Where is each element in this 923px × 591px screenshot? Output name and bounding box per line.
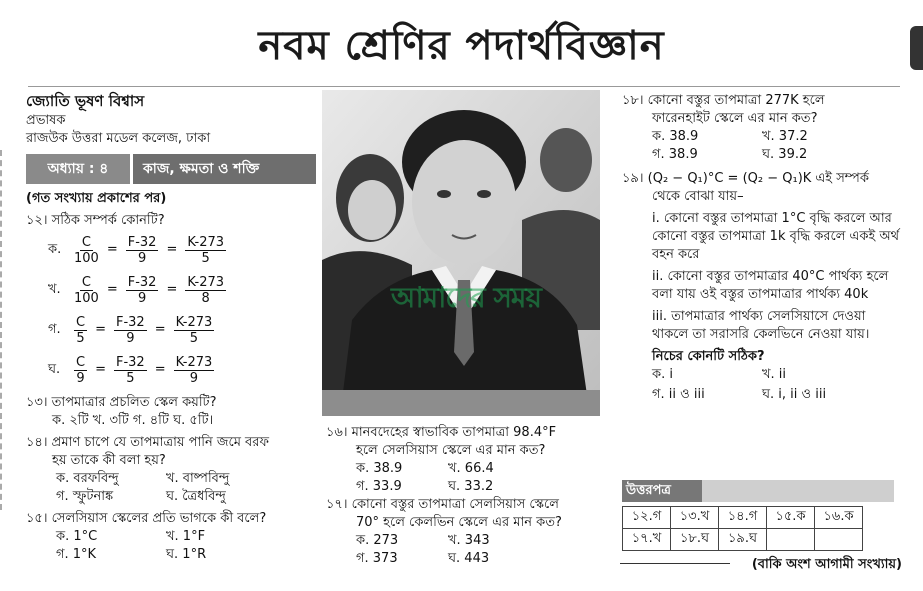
question-16-line1: ১৬। মানবদেহের স্বাভাবিক তাপমাত্রা 98.4°F: [326, 425, 557, 440]
student-photo-illustration: [322, 90, 600, 416]
equals-sign: =: [154, 362, 166, 377]
question-12: ১২। সঠিক সম্পর্ক কোনটি?: [26, 213, 165, 228]
option: গ. 33.9: [356, 479, 402, 494]
fraction: [114, 315, 147, 346]
question-14-line2: হয় তাকে কী বলা হয়?: [52, 453, 166, 468]
option: গ. ii ও iii: [652, 387, 705, 402]
chapter-number: অধ্যায় : ৪: [26, 154, 130, 184]
option: ঘ. ত্রৈধবিন্দু: [166, 489, 226, 504]
numerator: K-273: [175, 354, 213, 370]
chapter-banner: [26, 154, 316, 184]
numerator: C: [81, 234, 91, 250]
equals-sign: =: [106, 282, 118, 297]
author-designation: প্রভাষক: [26, 113, 66, 128]
option: গ. 38.9: [652, 147, 698, 162]
chapter-name: কাজ, ক্ষমতা ও শক্তি: [133, 154, 316, 184]
option: ঘ. 443: [448, 551, 490, 566]
fraction-option: [26, 230, 316, 270]
numerator: F-32: [127, 234, 157, 250]
option: ঘ. i, ii ও iii: [762, 387, 827, 402]
option: ঘ. 1°R: [166, 547, 207, 562]
answer-cell: ১২.গ: [623, 507, 671, 529]
edge-tab: [910, 26, 923, 70]
answer-cell: ১৪.গ: [719, 507, 767, 529]
answer-table: [622, 506, 863, 551]
statement-ii: ii. কোনো বস্তুর তাপমাত্রার 40°C পার্থক্য হলে বলা যায় ওই বস্তুর তাপমাত্রার পার্থক্য 40k: [652, 269, 889, 302]
fraction: [126, 235, 159, 266]
denominator: 8: [201, 290, 210, 306]
option: ক. 38.9: [652, 129, 699, 144]
equals-sign: =: [166, 282, 178, 297]
fraction: [74, 235, 99, 266]
question-15-options: [26, 528, 316, 564]
denominator: 9: [137, 250, 147, 266]
question-19-line1: ১৯। (Q₂ − Q₁)°C = (Q₂ − Q₁)K এই সম্পর্ক: [622, 171, 869, 186]
answer-cell: [767, 529, 815, 551]
statement-iii: iii. তাপমাত্রার পার্থক্য সেলসিয়াসে দেওয়া থাকলে তা সরাসরি কেলভিনে নেওয়া যায়।: [652, 309, 870, 342]
denominator: 5: [189, 330, 199, 346]
question-17-line1: ১৭। কোনো বস্তুর তাপমাত্রা সেলসিয়াস স্কেলে: [326, 497, 559, 512]
option: ক. 273: [356, 533, 399, 548]
question-19-line2: থেকে বোঝা যায়–: [652, 189, 744, 204]
numerator: K-273: [187, 234, 225, 250]
option-label: ঘ.: [48, 362, 61, 377]
option: গ. 373: [356, 551, 398, 566]
question-12-options: [26, 230, 316, 390]
question-13: ১৩। তাপমাত্রার প্রচলিত স্কেল কয়টি?: [26, 395, 217, 410]
denominator: 5: [76, 330, 85, 346]
question-16-line2: হলে সেলসিয়াস স্কেলে এর মান কত?: [356, 443, 546, 458]
fraction: [185, 275, 226, 306]
equals-sign: =: [154, 322, 166, 337]
table-row: [623, 529, 863, 551]
fraction-option: [26, 310, 316, 350]
question-18-line2: ফারেনহাইট স্কেলে এর মান কত?: [652, 111, 818, 126]
numerator: K-273: [175, 314, 213, 330]
fraction: [174, 355, 215, 386]
question-14-options: [26, 470, 316, 506]
question-15: ১৫। সেলসিয়াস স্কেলের প্রতি ভাগকে কী বলে?: [26, 511, 267, 526]
option: খ. 37.2: [762, 129, 808, 144]
answer-sheet-title: উত্তরপত্র: [622, 480, 706, 502]
answer-sheet-header-bar: [702, 480, 894, 502]
answer-cell: ১৩.খ: [671, 507, 719, 529]
question-14-line1: ১৪। প্রমাণ চাপে যে তাপমাত্রায় পানি জমে বরফ: [26, 435, 269, 450]
option: ক. 38.9: [356, 461, 403, 476]
question-19-prompt: নিচের কোনটি সঠিক?: [652, 349, 765, 364]
statement-i: i. কোনো বস্তুর তাপমাত্রা 1°C বৃদ্ধি করলে আর কোনো বস্তুর তাপমাত্রা 1k বৃদ্ধি করলে একই অর্থ বহন করে: [652, 211, 900, 262]
question-16-options: [326, 460, 604, 496]
equals-sign: =: [166, 242, 178, 257]
answer-cell: ১৯.ঘ: [719, 529, 767, 551]
denominator: 9: [76, 370, 85, 386]
option: খ. 1°F: [166, 529, 206, 544]
continued-note: (গত সংখ্যায় প্রকাশের পর): [26, 191, 167, 206]
fraction: [114, 355, 147, 386]
title-divider: [28, 86, 900, 87]
numerator: C: [81, 274, 91, 290]
denominator: 100: [74, 250, 99, 266]
equals-sign: =: [106, 242, 118, 257]
fraction: [74, 315, 87, 346]
question-13-options: ক. ২টি খ. ৩টি গ. ৪টি ঘ. ৫টি।: [52, 413, 214, 428]
answer-cell: ১৬.ক: [815, 507, 863, 529]
option: গ. 1°K: [56, 547, 97, 562]
equals-sign: =: [95, 322, 106, 337]
column-left: [26, 92, 316, 564]
author-institution: রাজউক উত্তরা মডেল কলেজ, ঢাকা: [26, 131, 211, 146]
option-label: ক.: [48, 242, 62, 257]
column-right: [622, 92, 904, 404]
option: ক. i: [652, 367, 673, 382]
fraction: [74, 355, 87, 386]
answer-cell: ১৫.ক: [767, 507, 815, 529]
option-label: খ.: [48, 282, 61, 297]
option: খ. 343: [448, 533, 490, 548]
fraction: [185, 235, 226, 266]
denominator: 5: [201, 250, 210, 266]
option: ক. 1°C: [56, 529, 98, 544]
option-label: গ.: [48, 322, 61, 337]
option: খ. ii: [762, 367, 787, 382]
numerator: C: [76, 354, 86, 370]
fraction: [174, 315, 215, 346]
answer-cell: ১৭.খ: [623, 529, 671, 551]
denominator: 9: [189, 370, 199, 386]
table-row: [623, 507, 863, 529]
denominator: 100: [74, 290, 99, 306]
question-18-options: [622, 128, 904, 164]
option: ক. বরফবিন্দু: [56, 471, 119, 486]
answer-cell: [815, 529, 863, 551]
footer-note: (বাকি অংশ আগামী সংখ্যায়): [751, 557, 902, 572]
question-18-line1: ১৮। কোনো বস্তুর তাপমাত্রা 277K হলে: [622, 93, 825, 108]
answer-cell: ১৮.ঘ: [671, 529, 719, 551]
question-17-options: [326, 532, 604, 568]
numerator: K-273: [187, 274, 225, 290]
option: খ. বাষ্পবিন্দু: [166, 471, 230, 486]
option: ঘ. 33.2: [448, 479, 494, 494]
question-17-line2: 70° হলে কেলভিন স্কেলে এর মান কত?: [356, 515, 562, 530]
option: গ. স্ফুটনাঙ্ক: [56, 489, 114, 504]
denominator: 9: [137, 290, 147, 306]
numerator: C: [76, 314, 86, 330]
option: ঘ. 39.2: [762, 147, 808, 162]
question-19-options: [622, 366, 904, 404]
cut-line: [0, 150, 8, 510]
fraction-option: [26, 270, 316, 310]
denominator: 5: [126, 370, 135, 386]
fraction: [126, 275, 159, 306]
numerator: F-32: [115, 354, 145, 370]
column-middle: [326, 424, 604, 568]
numerator: F-32: [127, 274, 157, 290]
student-photo: [322, 90, 600, 416]
numerator: F-32: [115, 314, 145, 330]
watermark-logo: আমাদের সময়: [391, 281, 541, 314]
equals-sign: =: [95, 362, 106, 377]
fraction-option: [26, 350, 316, 390]
author-name: জ্যোতি ভূষণ বিশ্বাস: [26, 92, 145, 110]
page-title: নবম শ্রেণির পদার্থবিজ্ঞান: [258, 23, 665, 69]
option: খ. 66.4: [448, 461, 494, 476]
denominator: 9: [126, 330, 135, 346]
fraction: [74, 275, 99, 306]
